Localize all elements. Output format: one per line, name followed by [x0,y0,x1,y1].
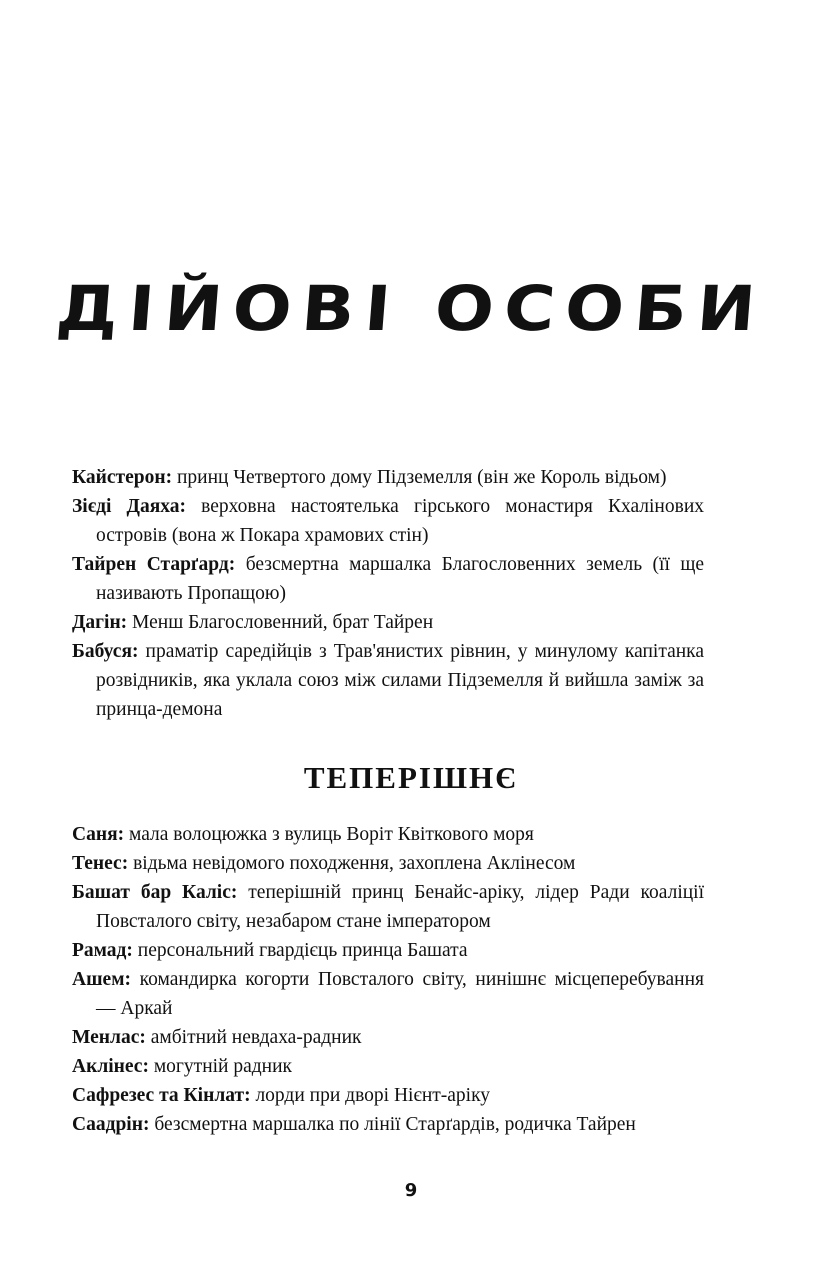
character-name: Башат бар Каліс: [72,882,238,903]
list-item [72,936,704,965]
character-name: Тенес: [72,853,129,874]
list-item [72,878,704,936]
character-description: персональний гвардієць принца Башата [137,940,468,961]
list-item [72,637,704,724]
list-item [72,1052,704,1081]
character-description: могутній радник [153,1056,293,1077]
character-name: Тайрен Старґард: [72,554,236,575]
character-description: безсмертна маршалка Благословенних земель (її ще називають Пропащою) [96,554,705,604]
character-name: Сафрезес та Кінлат: [72,1085,251,1106]
character-name: Саадрін: [72,1114,150,1135]
characters-list-past [72,463,704,724]
character-description: відьма невідомого походження, захоплена Аклінесом [133,853,576,874]
page-title: ДІЙОВІ ОСОБИ [53,272,769,345]
character-name: Кайстерон: [72,467,173,488]
character-description: верховна настоятелька гірського монастиря Кхалінових островів (вона ж Покара храмових стін) [96,496,705,546]
list-item [72,492,704,550]
character-description: командирка когорти Повсталого світу, нинішнє місцеперебування — Аркай [96,969,705,1019]
character-name: Зієді Даяха: [72,496,187,517]
list-item [72,849,704,878]
section-heading-present: ТЕПЕРІШНЄ [303,760,519,795]
character-name: Бабуся: [72,641,139,662]
character-description: принц Четвертого дому Підземелля (він же Король відьом) [176,467,667,488]
list-item [72,965,704,1023]
list-item [72,463,704,492]
character-description: теперішній принц Бенайс-аріку, лідер Ради коаліції Повсталого світу, незабаром стане імператором [96,882,705,932]
list-item [72,1081,704,1110]
character-description: лорди при дворі Нієнт-аріку [255,1085,491,1106]
character-description: безсмертна маршалка по лінії Старґардів, родичка Тайрен [154,1114,636,1135]
characters-list-present [72,820,704,1139]
list-item [72,1110,704,1139]
list-item [72,550,704,608]
list-item [72,1023,704,1052]
character-description: мала волоцюжка з вулиць Воріт Квіткового моря [129,824,534,845]
character-name: Рамад: [72,940,133,961]
character-description: Менш Благословенний, брат Тайрен [132,612,434,633]
character-name: Дагін: [72,612,128,633]
character-name: Саня: [72,824,125,845]
page-number: 9 [404,1180,418,1201]
character-name: Менлас: [72,1027,146,1048]
character-description: амбітний невдаха-радник [150,1027,362,1048]
list-item [72,608,704,637]
character-description: праматір саредійців з Трав'янистих рівнин, у минулому капітанка розвідників, яка уклала союз між силами Підземелля й вийшла заміж за принца-демона [96,641,705,720]
character-name: Аклінес: [72,1056,149,1077]
character-name: Ашем: [72,969,131,990]
list-item [72,820,704,849]
